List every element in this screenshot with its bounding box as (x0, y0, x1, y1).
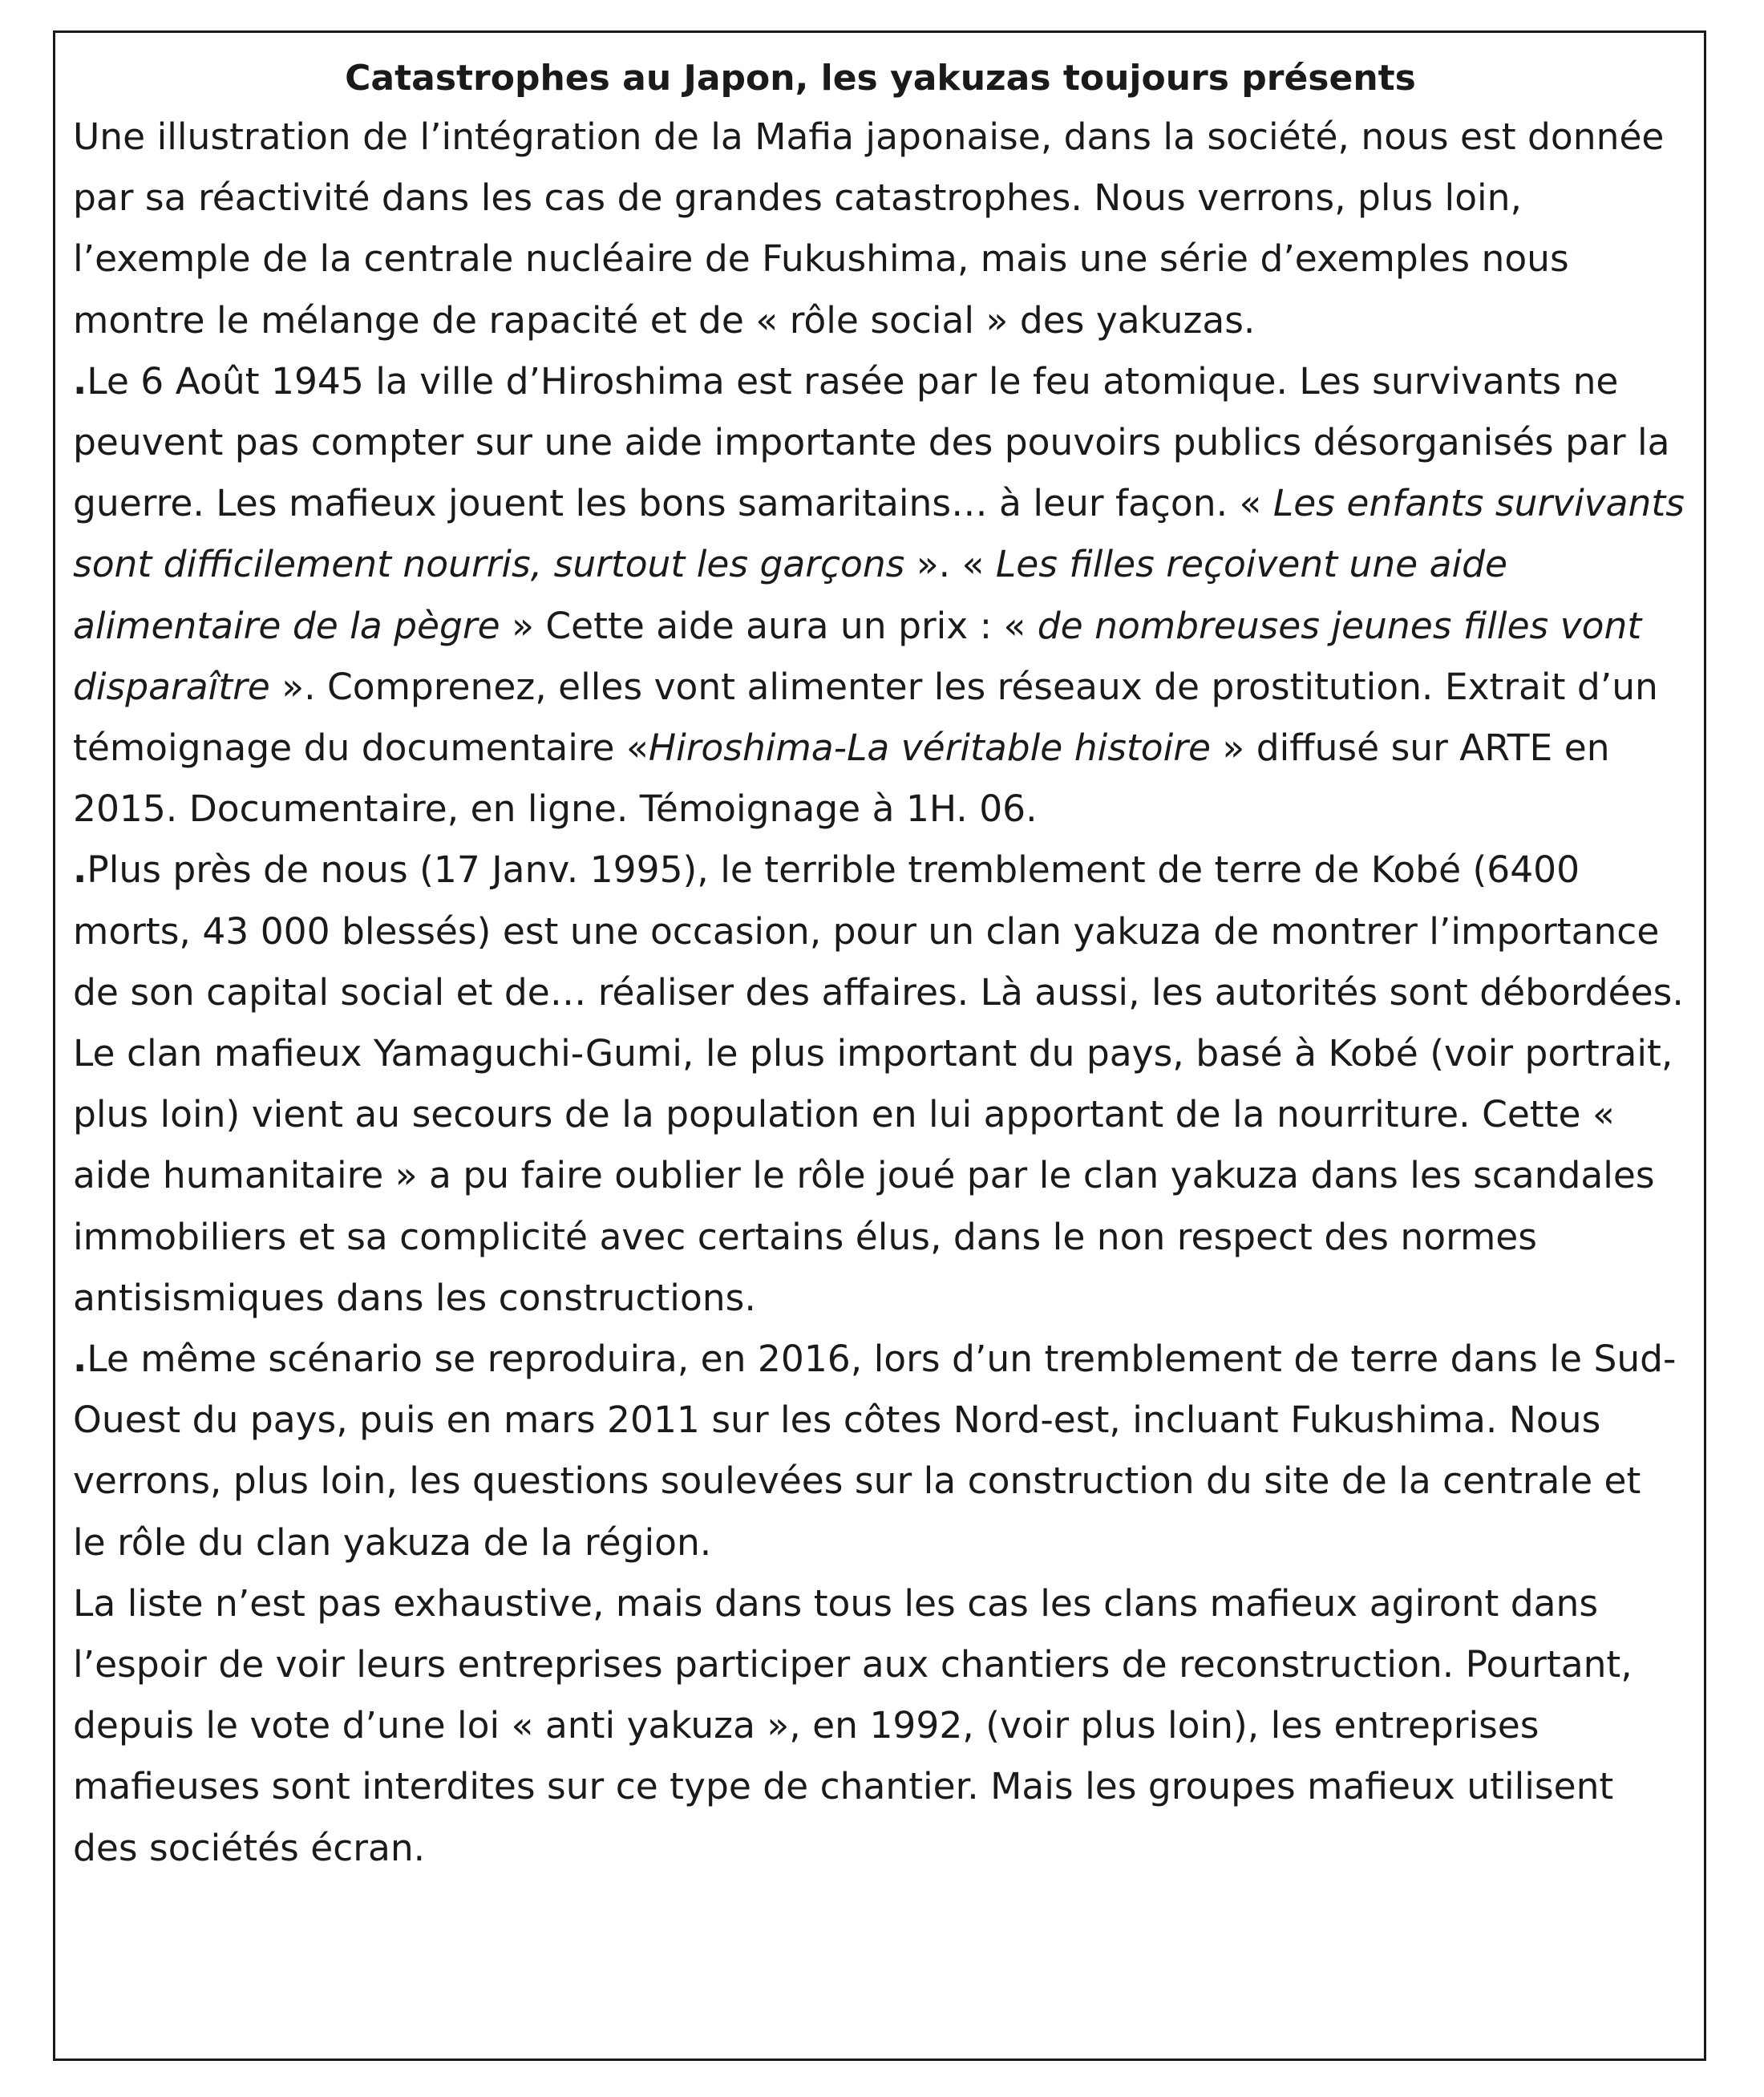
hiroshima-paragraph (73, 351, 1685, 840)
hiroshima-text-1: Le 6 Août 1945 la ville d’Hiroshima est rasée par le feu atomique. Les survivants ne peuvent pas compter sur une aide importante des pouvoirs publics désorganisés par la guerre. Les mafieux jouent les bons samaritains… à leur façon. « (73, 359, 1670, 525)
scenario-text: Le même scénario se reproduira, en 2016, lors d’un tremblement de terre dans le Sud-Ouest du pays, puis en mars 2011 sur les côtes Nord-est, incluant Fukushima. Nous verrons, plus loin, les questions soulevées sur la construction du site de la centrale et le rôle du clan yakuza de la région. (73, 1338, 1677, 1564)
bullet-dot: . (73, 1338, 87, 1381)
article-title: Catastrophes au Japon, les yakuzas toujours présents (345, 58, 1416, 99)
intro-text: Une illustration de l’intégration de la Mafia japonaise, dans la société, nous est donnée par sa réactivité dans les cas de grandes catastrophes. Nous verrons, plus loin, l’exemple de la centrale nucléaire de Fukushima, mais une série d’exemples nous montre le mélange de rapacité et de « rôle social » des yakuzas. (73, 115, 1665, 342)
hiroshima-text-2: ». « (904, 543, 996, 586)
hiroshima-quote-3: de nombreuses jeunes filles vont disparaître (73, 604, 1642, 708)
kobe-text: Plus près de nous (17 Janv. 1995), le terrible tremblement de terre de Kobé (6400 morts, 43 000 blessés) est une occasion, pour un clan yakuza de montrer l’importance de son capital social et de… réaliser des affaires. Là aussi, les autorités sont débordées. Le clan mafieux Yamaguchi-Gumi, le plus important du pays, basé à Kobé (voir portrait, plus loin) vient au secours de la population en lui apportant de la nourriture. Cette « aide humanitaire » a pu faire oublier le rôle joué par le clan yakuza dans les scandales immobiliers et sa complicité avec certains élus, dans le non respect des normes antisismiques dans les constructions. (73, 848, 1684, 1319)
hiroshima-text-5: » diffusé sur ARTE en 2015. Documentaire, en ligne. Témoignage à 1H. 06. (73, 727, 1610, 831)
bullet-dot: . (73, 848, 87, 892)
hiroshima-text-3: » Cette aide aura un prix : « (500, 604, 1038, 647)
hiroshima-quote-2: Les filles reçoivent une aide alimentaire de la pègre (73, 543, 1508, 647)
hiroshima-quote-1: Les enfants survivants sont difficilement nourris, surtout les garçons (73, 482, 1685, 586)
conclusion-paragraph (73, 1573, 1685, 1879)
article-box (53, 30, 1706, 2061)
bullet-dot: . (73, 359, 87, 403)
documentary-title: Hiroshima-La véritable histoire (648, 727, 1211, 770)
scenario-paragraph (73, 1329, 1685, 1573)
conclusion-text: La liste n’est pas exhaustive, mais dans tous les cas les clans mafieux agiront dans l’espoir de voir leurs entreprises participer aux chantiers de reconstruction. Pourtant, depuis le vote d’une loi « anti yakuza », en 1992, (voir plus loin), les entreprises mafieuses sont interdites sur ce type de chantier. Mais les groupes mafieux utilisent des sociétés écran. (73, 1581, 1633, 1869)
kobe-paragraph (73, 840, 1685, 1329)
hiroshima-text-4: ». Comprenez, elles vont alimenter les réseaux de prostitution. Extrait d’un témoignage du documentaire « (73, 665, 1658, 770)
intro-paragraph (73, 107, 1685, 351)
